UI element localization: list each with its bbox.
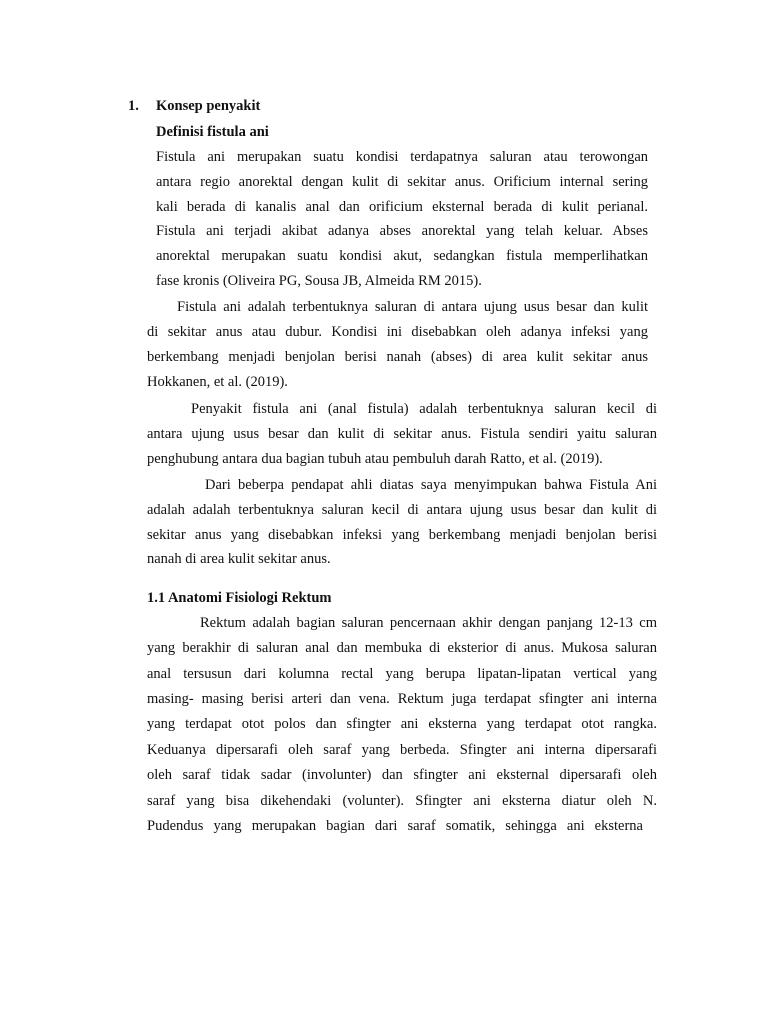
text-line: berkembang menjadi benjolan berisi nanah (abses) di area kulit sekitar anus <box>147 349 648 365</box>
section-title: 1.1 Anatomi Fisiologi Rektum <box>147 590 332 606</box>
text-line: Fistula ani terjadi akibat adanya abses anorektal yang telah keluar. Abses <box>156 223 648 239</box>
text-line: masing- masing berisi arteri dan vena. Rektum juga terdapat sfingter ani interna <box>147 691 657 707</box>
text-line: adalah adalah terbentuknya saluran kecil di antara ujung usus besar dan kulit di <box>147 502 657 518</box>
text-line: nanah di area kulit sekitar anus. <box>147 551 331 567</box>
text-line: anorektal merupakan suatu kondisi akut, sedangkan fistula memperlihatkan <box>156 248 648 264</box>
text-line: yang berakhir di saluran anal dan membuka di eksterior di anus. Mukosa saluran <box>147 640 657 656</box>
text-line: Hokkanen, et al. (2019). <box>147 374 288 390</box>
text-line: kali berada di kanalis anal dan orificium eksternal berada di kulit perianal. <box>156 199 648 215</box>
text-line: penghubung antara dua bagian tubuh atau pembuluh darah Ratto, et al. (2019). <box>147 451 603 467</box>
text-line: Dari beberpa pendapat ahli diatas saya menyimpukan bahwa Fistula Ani <box>205 477 657 493</box>
heading-title: Konsep penyakit <box>156 98 261 114</box>
text-line: di sekitar anus atau dubur. Kondisi ini disebabkan oleh adanya infeksi yang <box>147 324 648 340</box>
text-line: fase kronis (Oliveira PG, Sousa JB, Almeida RM 2015). <box>156 273 482 289</box>
text-line: Keduanya dipersarafi oleh saraf yang berbeda. Sfingter ani interna dipersarafi <box>147 742 657 758</box>
text-line: Fistula ani merupakan suatu kondisi terdapatnya saluran atau terowongan <box>156 149 648 165</box>
text-line: oleh saraf tidak sadar (involunter) dan sfingter ani eksternal dipersarafi oleh <box>147 767 657 783</box>
heading-number: 1. <box>128 98 139 114</box>
subheading-title: Definisi fistula ani <box>156 124 269 140</box>
text-line: antara ujung usus besar dan kulit di sekitar anus. Fistula sendiri yaitu saluran <box>147 426 657 442</box>
text-line: Rektum adalah bagian saluran pencernaan akhir dengan panjang 12-13 cm <box>200 615 657 631</box>
heading-line <box>0 97 768 115</box>
text-line: Pudendus yang merupakan bagian dari saraf somatik, sehingga ani eksterna <box>147 818 643 834</box>
text-line: anal tersusun dari kolumna rectal yang berupa lipatan-lipatan vertical yang <box>147 666 657 682</box>
text-line: antara regio anorektal dengan kulit di sekitar anus. Orificium internal sering <box>156 174 648 190</box>
text-line: sekitar anus yang disebabkan infeksi yang berkembang menjadi benjolan berisi <box>147 527 657 543</box>
text-line: yang terdapat otot polos dan sfingter ani eksterna yang terdapat otot rangka. <box>147 716 657 732</box>
text-line: saraf yang bisa dikehendaki (volunter). Sfingter ani eksterna diatur oleh N. <box>147 793 657 809</box>
text-line: Fistula ani adalah terbentuknya saluran di antara ujung usus besar dan kulit <box>177 299 648 315</box>
text-line: Penyakit fistula ani (anal fistula) adalah terbentuknya saluran kecil di <box>191 401 657 417</box>
